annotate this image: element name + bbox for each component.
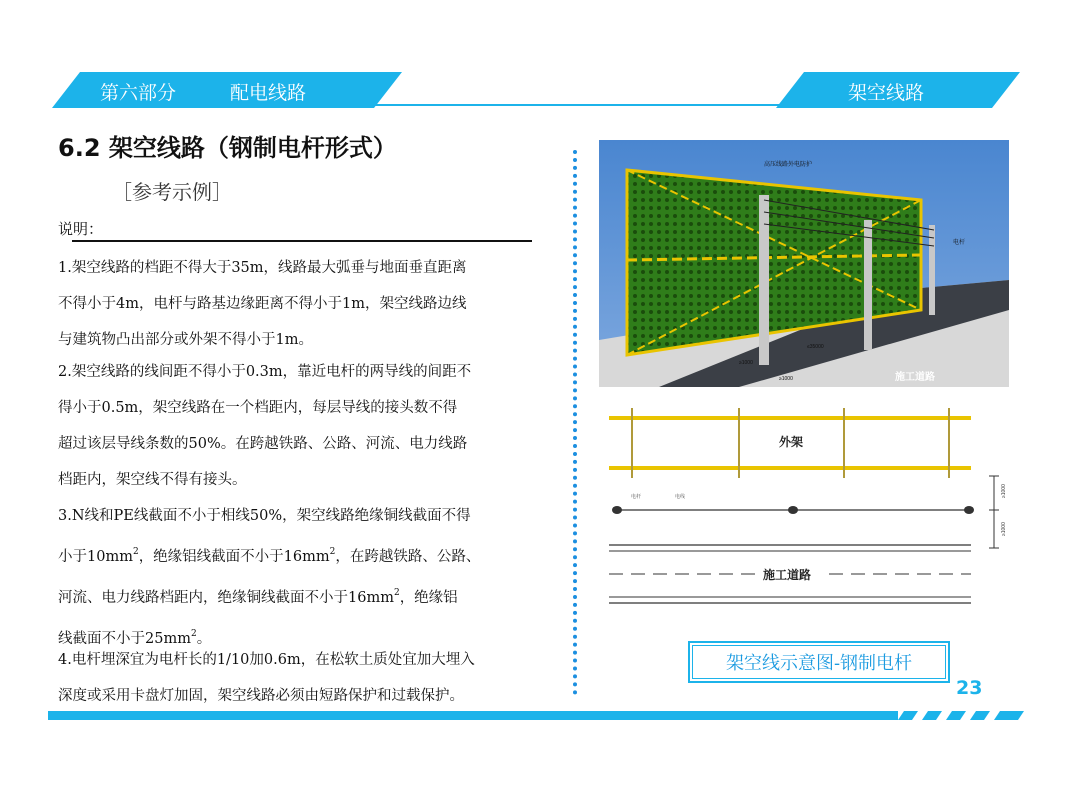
column-divider bbox=[573, 150, 577, 695]
paragraph-line: 超过该层导线条数的50%。在跨越铁路、公路、河流、电力线路 bbox=[58, 436, 468, 452]
pole-marker bbox=[964, 506, 974, 514]
photo-label-road: 施工道路 bbox=[895, 372, 935, 383]
paragraph-line: 与建筑物凸出部分或外架不得小于1m。 bbox=[58, 332, 313, 348]
plan-label-pole: 电杆 bbox=[631, 494, 642, 500]
paragraph-line: 1.架空线路的档距不得大于35m，线路最大弧垂与地面垂直距离 bbox=[58, 260, 467, 276]
description-underline bbox=[72, 240, 532, 242]
figure-caption-box bbox=[688, 641, 950, 683]
pole-marker bbox=[612, 506, 622, 514]
footer-bar bbox=[48, 711, 898, 720]
paragraph-line: 不得小于4m，电杆与路基边缘距离不得小于1m，架空线路边线 bbox=[58, 296, 467, 312]
photo-label-top: 高压线路外电防护 bbox=[764, 162, 813, 168]
plan-label-scaffold: 外架 bbox=[779, 435, 804, 449]
plan-dim-top: ≥1000 bbox=[1001, 484, 1007, 498]
photo-dim-1: ≥1000 bbox=[739, 360, 753, 366]
scaffold-plan-diagram bbox=[599, 400, 1009, 618]
page-subtitle: ［参考示例］ bbox=[112, 180, 232, 204]
paragraph-line: 4.电杆埋深宜为电杆长的1/10加0.6m，在松软土质处宜加大埋入 bbox=[58, 652, 475, 668]
description-label: 说明： bbox=[58, 220, 104, 238]
header-section-name: 配电线路 bbox=[230, 82, 307, 104]
plan-label-road: 施工道路 bbox=[763, 568, 812, 582]
paragraph-line: 得小于0.5m，架空线路在一个档距内，每层导线的接头数不得 bbox=[58, 400, 458, 416]
paragraph-line: 档距内，架空线不得有接头。 bbox=[58, 472, 247, 488]
paragraph-line: 深度或采用卡盘灯加固，架空线路必须由短路保护和过载保护。 bbox=[58, 688, 464, 704]
paragraph-line: 3.N线和PE线截面不小于相线50%，架空线路绝缘铜线截面不得 bbox=[58, 508, 471, 524]
paragraph-line: 小于$10mm^2$，绝缘铝线截面不小于$16mm^2$，在跨越铁路、公路、 bbox=[58, 547, 481, 565]
paragraph-1 bbox=[58, 250, 568, 358]
photo-label-pole: 电杆 bbox=[953, 240, 966, 246]
pole-marker bbox=[788, 506, 798, 514]
header-section-number: 第六部分 bbox=[100, 82, 177, 104]
header-topic: 架空线路 bbox=[848, 82, 925, 104]
scaffold-3d-illustration bbox=[599, 140, 1009, 387]
photo-dim-2: ≤35000 bbox=[807, 344, 824, 350]
photo-dim-3: ≥1000 bbox=[779, 376, 793, 382]
plan-label-wire: 电线 bbox=[675, 494, 686, 500]
paragraph-2 bbox=[58, 354, 568, 498]
paragraph-line: 线截面不小于$25mm^2$。 bbox=[58, 629, 212, 647]
header-divider-line bbox=[340, 104, 800, 106]
page-title: 6.2 架空线路（钢制电杆形式） bbox=[58, 134, 397, 162]
footer-stripes bbox=[898, 711, 1024, 720]
figure-caption: 架空线示意图-钢制电杆 bbox=[692, 645, 946, 679]
plan-dim-bottom: ≥1000 bbox=[1001, 522, 1007, 536]
paragraph-4 bbox=[58, 642, 568, 714]
paragraph-line: 2.架空线路的线间距不得小于0.3m，靠近电杆的两导线的间距不 bbox=[58, 364, 472, 380]
paragraph-line: 河流、电力线路档距内，绝缘铜线截面不小于$16mm^2$，绝缘铝 bbox=[58, 588, 458, 606]
page-number: 23 bbox=[956, 677, 983, 699]
paragraph-3 bbox=[58, 498, 568, 657]
